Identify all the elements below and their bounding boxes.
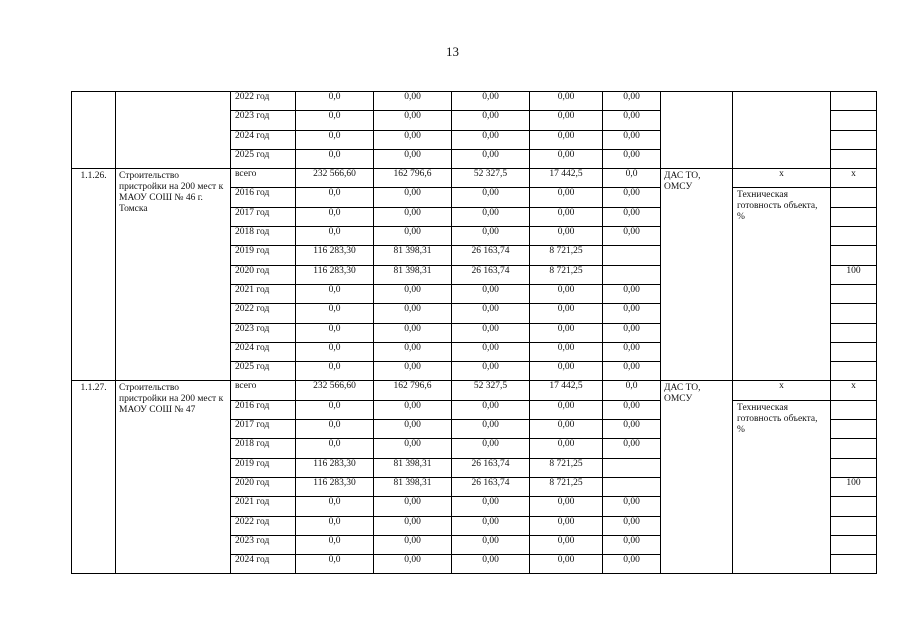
indicator-top: х: [733, 169, 830, 188]
year-cell: 2021 год: [231, 497, 296, 516]
amount-cell: 81 398,31: [374, 458, 452, 477]
indicator-name: Техническая готовность объекта, %: [737, 190, 818, 223]
amount-cell: 17 442,5: [530, 169, 603, 188]
amount-cell: 0,00: [530, 439, 603, 458]
amount-cell: 0,0: [296, 497, 374, 516]
amount-cell: 26 163,74: [452, 477, 530, 496]
amount-cell: 0,0: [296, 227, 374, 246]
executor-cell: ДАС ТО, ОМСУ: [661, 169, 733, 381]
amount-cell: 0,00: [530, 400, 603, 419]
year-cell: 2024 год: [231, 555, 296, 574]
executor-cell: [661, 92, 733, 169]
amount-cell: 0,0: [296, 92, 374, 111]
amount-cell: 0,00: [452, 342, 530, 361]
amount-cell: 0,00: [374, 111, 452, 130]
table-row: [72, 381, 877, 400]
indicator-value-cell: [831, 284, 877, 303]
item-number-cell: 1.1.27.: [72, 381, 116, 574]
indicator-value-cell: [831, 458, 877, 477]
indicator-value-cell: [831, 304, 877, 323]
amount-cell: 0,00: [374, 188, 452, 207]
amount-cell: 0,00: [374, 323, 452, 342]
year-cell: 2016 год: [231, 188, 296, 207]
amount-cell: 81 398,31: [374, 246, 452, 265]
amount-cell: 0,00: [374, 516, 452, 535]
amount-cell: 26 163,74: [452, 265, 530, 284]
amount-cell: 0,00: [530, 207, 603, 226]
amount-cell: 0,00: [530, 342, 603, 361]
amount-cell: 0,00: [603, 284, 661, 303]
amount-cell: 0,00: [452, 207, 530, 226]
amount-cell: 17 442,5: [530, 381, 603, 400]
amount-cell: 0,00: [530, 227, 603, 246]
year-cell: 2018 год: [231, 439, 296, 458]
year-cell: 2017 год: [231, 207, 296, 226]
year-cell: 2021 год: [231, 284, 296, 303]
amount-cell: 0,00: [530, 516, 603, 535]
amount-cell: 0,0: [296, 284, 374, 303]
amount-cell: 0,00: [530, 420, 603, 439]
amount-cell: 0,00: [452, 149, 530, 168]
amount-cell: 0,00: [603, 516, 661, 535]
amount-cell: 52 327,5: [452, 381, 530, 400]
amount-cell: 0,0: [296, 362, 374, 381]
amount-cell: 0,00: [452, 304, 530, 323]
amount-cell: 0,0: [296, 130, 374, 149]
amount-cell: 26 163,74: [452, 246, 530, 265]
year-cell: 2019 год: [231, 458, 296, 477]
amount-cell: 0,00: [452, 227, 530, 246]
indicator-value-cell: 100: [831, 477, 877, 496]
year-cell: 2025 год: [231, 362, 296, 381]
year-cell: 2017 год: [231, 420, 296, 439]
indicator-value-cell: [831, 535, 877, 554]
amount-cell: 0,00: [374, 439, 452, 458]
amount-cell: 0,0: [296, 555, 374, 574]
amount-cell: 0,00: [452, 284, 530, 303]
amount-cell: 52 327,5: [452, 169, 530, 188]
year-cell: 2022 год: [231, 516, 296, 535]
indicator-value-cell: [831, 207, 877, 226]
indicator-cell: [733, 169, 831, 381]
item-name-cell: Строительство пристройки на 200 мест к МАОУ СОШ № 47: [116, 381, 231, 574]
amount-cell: 0,00: [530, 130, 603, 149]
amount-cell: 0,00: [530, 555, 603, 574]
indicator-value-cell: [831, 362, 877, 381]
indicator-value-cell: [831, 439, 877, 458]
amount-cell: 0,00: [530, 92, 603, 111]
indicator-value-cell: [831, 323, 877, 342]
amount-cell: 0,00: [530, 304, 603, 323]
year-cell: 2024 год: [231, 130, 296, 149]
table-body: [72, 92, 877, 574]
amount-cell: 0,00: [452, 111, 530, 130]
page-number: 13: [446, 44, 459, 59]
amount-cell: 0,00: [603, 92, 661, 111]
amount-cell: 232 566,60: [296, 169, 374, 188]
indicator-value-cell: [831, 227, 877, 246]
amount-cell: 0,00: [452, 516, 530, 535]
amount-cell: 0,00: [374, 497, 452, 516]
item-name-cell: Строительство пристройки на 200 мест к МАОУ СОШ № 46 г. Томска: [116, 169, 231, 381]
year-cell: 2024 год: [231, 342, 296, 361]
amount-cell: 162 796,6: [374, 169, 452, 188]
amount-cell: 0,00: [530, 323, 603, 342]
indicator-value-cell: [831, 111, 877, 130]
amount-cell: 0,00: [603, 420, 661, 439]
amount-cell: 116 283,30: [296, 458, 374, 477]
amount-cell: 0,00: [374, 227, 452, 246]
amount-cell: 0,00: [452, 555, 530, 574]
amount-cell: 0,00: [374, 207, 452, 226]
year-cell: всего: [231, 169, 296, 188]
amount-cell: 0,00: [452, 92, 530, 111]
amount-cell: 0,00: [603, 400, 661, 419]
year-cell: 2016 год: [231, 400, 296, 419]
table-row: [72, 92, 877, 111]
amount-cell: 0,00: [603, 227, 661, 246]
amount-cell: 0,00: [452, 323, 530, 342]
indicator-value-cell: [831, 92, 877, 111]
year-cell: 2020 год: [231, 265, 296, 284]
amount-cell: 232 566,60: [296, 381, 374, 400]
amount-cell: 0,00: [603, 497, 661, 516]
indicator-value-cell: [831, 516, 877, 535]
year-cell: 2022 год: [231, 92, 296, 111]
amount-cell: 0,00: [603, 188, 661, 207]
indicator-value-cell: [831, 400, 877, 419]
amount-cell: [603, 246, 661, 265]
amount-cell: 0,00: [374, 535, 452, 554]
amount-cell: 0,0: [296, 439, 374, 458]
amount-cell: [603, 477, 661, 496]
amount-cell: 0,0: [296, 207, 374, 226]
amount-cell: 0,00: [603, 130, 661, 149]
amount-cell: 0,00: [603, 149, 661, 168]
amount-cell: 0,00: [603, 323, 661, 342]
amount-cell: 0,0: [296, 516, 374, 535]
indicator-top: х: [733, 381, 830, 400]
amount-cell: 0,00: [603, 304, 661, 323]
indicator-value-cell: х: [831, 381, 877, 400]
indicator-value-cell: [831, 497, 877, 516]
amount-cell: 0,0: [296, 149, 374, 168]
amount-cell: 162 796,6: [374, 381, 452, 400]
amount-cell: 0,0: [603, 381, 661, 400]
program-table: [71, 91, 877, 574]
amount-cell: 0,00: [452, 362, 530, 381]
year-cell: 2018 год: [231, 227, 296, 246]
table-row: [72, 169, 877, 188]
amount-cell: 0,00: [530, 497, 603, 516]
item-number-cell: [72, 92, 116, 169]
amount-cell: 0,00: [603, 342, 661, 361]
amount-cell: 0,00: [603, 439, 661, 458]
year-cell: 2025 год: [231, 149, 296, 168]
year-cell: 2022 год: [231, 304, 296, 323]
amount-cell: 0,0: [603, 169, 661, 188]
amount-cell: 0,00: [374, 149, 452, 168]
amount-cell: 0,00: [530, 111, 603, 130]
amount-cell: 116 283,30: [296, 246, 374, 265]
amount-cell: 0,00: [374, 555, 452, 574]
executor-cell: ДАС ТО, ОМСУ: [661, 381, 733, 574]
amount-cell: 0,00: [374, 420, 452, 439]
amount-cell: 0,00: [374, 342, 452, 361]
indicator-value-cell: 100: [831, 265, 877, 284]
amount-cell: 0,00: [374, 284, 452, 303]
amount-cell: 0,0: [296, 304, 374, 323]
amount-cell: 0,00: [603, 207, 661, 226]
amount-cell: 0,00: [452, 439, 530, 458]
amount-cell: 0,00: [452, 188, 530, 207]
amount-cell: 0,00: [530, 284, 603, 303]
year-cell: 2019 год: [231, 246, 296, 265]
amount-cell: 116 283,30: [296, 265, 374, 284]
amount-cell: 8 721,25: [530, 265, 603, 284]
amount-cell: 0,0: [296, 535, 374, 554]
amount-cell: 0,00: [374, 400, 452, 419]
amount-cell: 0,00: [452, 535, 530, 554]
amount-cell: 0,00: [452, 130, 530, 149]
amount-cell: 0,00: [603, 362, 661, 381]
item-name-cell: [116, 92, 231, 169]
amount-cell: 0,00: [603, 111, 661, 130]
amount-cell: 8 721,25: [530, 246, 603, 265]
amount-cell: 81 398,31: [374, 477, 452, 496]
amount-cell: 0,00: [530, 535, 603, 554]
amount-cell: 0,00: [452, 420, 530, 439]
amount-cell: 0,00: [374, 92, 452, 111]
amount-cell: 0,00: [374, 362, 452, 381]
amount-cell: 0,00: [374, 130, 452, 149]
amount-cell: 8 721,25: [530, 458, 603, 477]
indicator-cell: [733, 381, 831, 574]
amount-cell: 0,0: [296, 111, 374, 130]
amount-cell: 0,00: [530, 362, 603, 381]
year-cell: 2023 год: [231, 111, 296, 130]
amount-cell: 0,0: [296, 400, 374, 419]
amount-cell: 0,00: [452, 400, 530, 419]
amount-cell: 0,00: [530, 149, 603, 168]
amount-cell: 0,0: [296, 323, 374, 342]
amount-cell: 0,0: [296, 188, 374, 207]
year-cell: 2023 год: [231, 535, 296, 554]
amount-cell: 0,00: [452, 497, 530, 516]
amount-cell: 0,00: [374, 304, 452, 323]
amount-cell: 116 283,30: [296, 477, 374, 496]
year-cell: 2020 год: [231, 477, 296, 496]
amount-cell: 8 721,25: [530, 477, 603, 496]
indicator-cell: [733, 92, 831, 169]
indicator-value-cell: [831, 555, 877, 574]
item-number-cell: 1.1.26.: [72, 169, 116, 381]
amount-cell: [603, 265, 661, 284]
indicator-value-cell: [831, 188, 877, 207]
indicator-value-cell: [831, 420, 877, 439]
year-cell: всего: [231, 381, 296, 400]
amount-cell: 81 398,31: [374, 265, 452, 284]
amount-cell: 26 163,74: [452, 458, 530, 477]
amount-cell: [603, 458, 661, 477]
indicator-value-cell: [831, 149, 877, 168]
amount-cell: 0,00: [530, 188, 603, 207]
amount-cell: 0,0: [296, 420, 374, 439]
indicator-value-cell: [831, 246, 877, 265]
indicator-value-cell: [831, 342, 877, 361]
indicator-value-cell: х: [831, 169, 877, 188]
amount-cell: 0,00: [603, 535, 661, 554]
indicator-name: Техническая готовность объекта, %: [737, 402, 818, 435]
amount-cell: 0,0: [296, 342, 374, 361]
amount-cell: 0,00: [603, 555, 661, 574]
indicator-value-cell: [831, 130, 877, 149]
year-cell: 2023 год: [231, 323, 296, 342]
